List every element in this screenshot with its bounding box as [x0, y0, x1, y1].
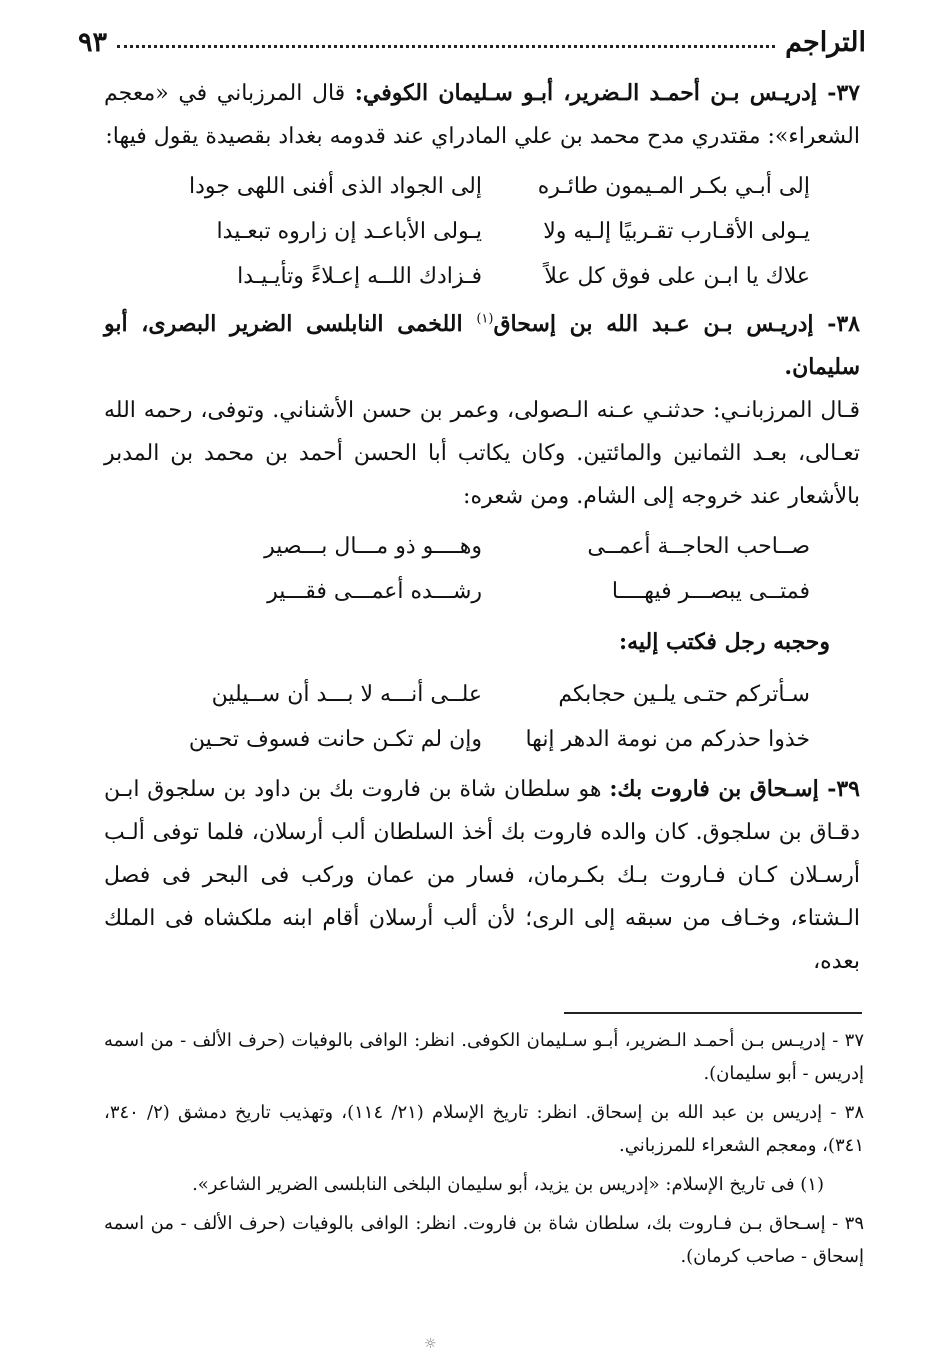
verse-second-hemistich: وهــــو ذو مـــال بـــصير [264, 534, 482, 559]
verse-first-hemistich: فمتــى يبصـــر فيهــــا [611, 579, 810, 604]
footnote: ٣٧ - إدريـس بـن أحمـد الـضرير، أبـو سـليمان الكوفى. انظر: الوافى بالوفيات (حرف الألف - من اسمه إدريس - أبو سليمان). [104, 1030, 864, 1084]
verse-second-hemistich: فـزادك اللــه إعـلاءً وتأيـيـدا [237, 264, 482, 289]
verse-first-hemistich: خذوا حذركم من نومة الدهر إنها [525, 727, 810, 752]
verse-first-hemistich: علاك يا ابـن على فوق كل علاً [544, 264, 810, 289]
running-header [78, 14, 866, 58]
poem-intro: وحجبه رجل فكتب إليه: [619, 629, 830, 655]
main-text [104, 72, 860, 983]
entry-38-heading-rest: اللخمى النابلسى الضرير البصرى، أبو سليمان. [104, 311, 860, 380]
verse [104, 254, 860, 299]
verse-second-hemistich: وإن لم تكـن حانت فسوف تحـين [188, 727, 482, 752]
entry-38-heading: ٣٨- إدريـس بـن عـبد الله بن إسحاق [493, 311, 860, 337]
verse [104, 524, 860, 569]
verse [104, 672, 860, 717]
entry-38-heading-para [104, 303, 860, 389]
verse-second-hemistich: يـولى الأباعـد إن زاروه تبعـيدا [216, 219, 482, 244]
verse-second-hemistich: علــى أنـــه لا بـــد أن ســيلين [211, 682, 482, 707]
leader-dots [117, 45, 775, 48]
footnote: ٣٨ - إدريس بن عبد الله بن إسحاق. انظر: تاريخ الإسلام (٢١/ ١١٤)، وتهذيب تاريخ دمشق (٢/ ٣٤٠، ٣٤١)، ومعجم الشعراء للمرزباني. [104, 1102, 864, 1156]
verse-second-hemistich: إلى الجواد الذى أفنى اللهى جودا [188, 174, 482, 199]
footnote: ٣٩ - إسـحاق بـن فـاروت بك، سلطان شاة بن فاروت. انظر: الوافى بالوفيات (حرف الألف - من اسمه إسحاق - صاحب كرمان). [104, 1213, 864, 1267]
footnotes [104, 1024, 864, 1279]
footnote-ref[interactable]: (١) [476, 311, 494, 327]
verse-first-hemistich: إلى أبـي بكـر المـيمون طائـره [537, 174, 810, 199]
verse [104, 717, 860, 762]
entry-38-body: قـال المرزبانـي: حدثنـي عـنه الـصولى، وعمر بن حسن الأشناني. وتوفى، رحمه الله تعـالى، بعـد الثمانين والمائتين. وكان يكاتب أبا الحسن أحمد بن محمد بن المدبر بالأشعار عند خروجه إلى الشام. ومن شعره: [104, 398, 860, 509]
entry-37-body: قال المرزباني في «معجم الشعراء»: مقتدري مدح محمد بن علي المادراي عند قدومه بغداد بقصيدة يقول فيها: [104, 81, 860, 149]
page-number: ٩٣ [78, 27, 108, 58]
verse [104, 164, 860, 209]
poem-37 [104, 164, 860, 299]
verse-second-hemistich: رشـــده أعمـــى فقـــير [267, 579, 482, 604]
poem-38-second [104, 672, 860, 762]
poem-38 [104, 524, 860, 614]
verse [104, 209, 860, 254]
entry-39-heading: ٣٩- إسـحاق بن فاروت بك: [609, 776, 860, 802]
verse [104, 569, 860, 614]
entry-39-body: هو سلطان شاة بن فاروت بك بن داود بن سلجوق ابـن دقـاق بن سلجوق. كان والده فاروت بك أخذ السلطان ألب أرسلان، فلما توفى ألـب أرسـلان كـان فـاروت بـك بكـرمان، فسار من عمان وركب فى البحر فى فصل الـشتاء، وخـاف من سبقه إلى الرى؛ لأن ألب أرسلان أقام ابنه ملكشاه فى الملك بعده، [104, 777, 860, 974]
chapter-title: التراجم [785, 27, 866, 58]
entry-37-heading: ٣٧- إدريـس بـن أحمـد الـضرير، أبـو سـليمان الكوفي: [354, 80, 860, 106]
print-mark-icon: ☼ [424, 1336, 437, 1352]
verse-first-hemistich: يـولى الأقـارب تقـربيًا إلـيه ولا [543, 219, 810, 244]
entry-37 [104, 72, 860, 158]
entry-39 [104, 768, 860, 983]
verse-first-hemistich: صــاحب الحاجــة أعمــى [587, 534, 810, 559]
footnote: (١) فى تاريخ الإسلام: «إدريس بن يزيد، أبو سليمان البلخى النابلسى الضرير الشاعر». [192, 1174, 824, 1195]
verse-first-hemistich: سـأتركم حتـى يلـين حجابكم [558, 682, 810, 707]
footnote-separator [564, 1012, 862, 1014]
